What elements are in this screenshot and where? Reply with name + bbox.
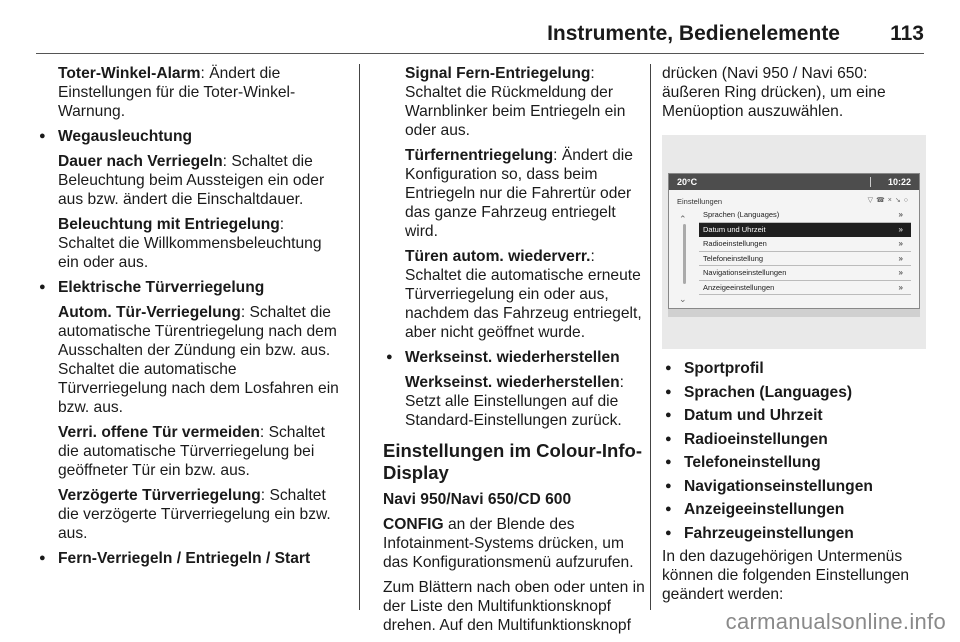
infotainment-screenshot [662,135,926,349]
section-subtitle: Navi 950/Navi 650/CD 600 [383,491,572,508]
page-number: 113 [890,22,924,45]
column-1 [36,64,344,574]
display-menu-item [699,252,911,267]
column-3 [662,64,926,610]
menu-option-item: ● Sprachen (Languages) [662,383,926,403]
display-menu-item-label: Navigationseinstellungen [703,268,787,277]
clock-readout: 10:22 [887,177,911,187]
setting-offene-tuer: Verri. offene Tür vermeiden: Schaltet die automatische Türverriegelung bei geöffneter Tür ein bzw. aus. [58,424,325,479]
setting-dauer-verriegeln: Dauer nach Verriegeln: Schaltet die Beleuchtung beim Aussteigen ein oder aus bzw. ändert die Einschaltdauer. [58,153,325,208]
page-title: Instrumente, Bedienelemente [547,22,840,45]
chevron-right-icon: » [898,210,903,219]
menu-option-item: ● Fahrzeugeinstellungen [662,524,926,544]
column-2 [383,64,645,641]
display-menu-title: Einstellungen [677,197,723,206]
display-topbar [669,174,919,190]
display-menu-list [699,208,911,295]
column-divider-2 [650,64,651,610]
scrollbar [683,224,686,284]
header-divider [36,53,924,54]
setting-beleuchtung-entriegelung: Beleuchtung mit Entriegelung: Schaltet die Willkommensbeleuchtung ein oder aus. [58,216,322,271]
bullet-fern-verriegeln: ● Fern-Verriegeln / Entriegeln / Start [36,549,344,568]
setting-werkseinstellungen: Werkseinst. wiederherstellen: Setzt alle Einstellungen auf die Standard-Einstellungen zurück. [405,374,624,429]
scroll-paragraph: Zum Blättern nach oben oder unten in der Liste den Multifunktionsknopf drehen. Auf den Multifunktionsknopf [383,579,645,634]
chevron-right-icon: » [898,253,903,263]
menu-option-item: ● Navigationseinstellungen [662,477,926,497]
display-menu-item-label: Radioeinstellungen [703,239,767,248]
menu-option-item: ● Datum und Uhrzeit [662,406,926,426]
info-icon: ○ [903,197,911,204]
setting-toter-winkel: Toter-Winkel-Alarm: Ändert die Einstellungen für die Toter-Winkel-Warnung. [58,65,296,120]
display-menu-item-label: Anzeigeeinstellungen [703,282,775,292]
display-menu-item-label: Telefoneinstellung [703,253,764,263]
config-paragraph: CONFIG an der Blende des Infotainment-Systems drücken, um das Konfigurationsmenü aufzurufen. [383,516,634,571]
display-menu-item [699,266,911,281]
section-title: Einstellungen im Colour-Info-Display [383,440,642,483]
bullet-werkseinstellungen: ● Werkseinst. wiederherstellen [383,348,645,367]
phone-icon: ☎ [876,197,888,204]
setting-verzoegerte-verriegelung: Verzögerte Türverriegelung: Schaltet die verzögerte Türverriegelung ein bzw. aus. [58,487,331,542]
display-menu-item-label: Sprachen (Languages) [703,210,780,219]
chevron-right-icon: » [898,282,903,292]
menu-options-list [662,359,926,543]
display-menu-item [699,281,911,296]
watermark: carmanualsonline.info [725,609,946,634]
setting-tueren-wiederverr: Türen autom. wiederverr.: Schaltet die automatische erneute Türverriegelung ein oder aus, nachdem das Fahrzeug entriegelt, aber nicht geöffnet wurde. [405,248,642,341]
setting-tuerfernentriegelung: Türfernentriegelung: Ändert die Konfiguration so, dass beim Entriegeln nur die Fahrertür oder das ganze Fahrzeug entriegelt wird. [405,147,633,240]
intro-paragraph: drücken (Navi 950 / Navi 650: äußeren Ring drücken), um eine Menüoption auszuwählen. [662,65,886,120]
display-menu-item-label: Datum und Uhrzeit [703,224,766,234]
temperature-readout: 20°C [677,177,698,187]
nav-icon: ↘ [894,197,904,204]
display-menu-item [699,223,911,238]
display-bezel [668,309,920,317]
scroll-down-icon: ⌄ [679,294,687,304]
menu-option-item: ● Sportprofil [662,359,926,379]
menu-option-item: ● Telefoneinstellung [662,453,926,473]
chevron-right-icon: » [898,268,903,277]
menu-option-item: ● Anzeigeeinstellungen [662,500,926,520]
scroll-up-icon: ⌃ [679,214,687,224]
setting-signal-fern: Signal Fern-Entriegelung: Schaltet die Rückmeldung der Warnblinker beim Entriegeln ein oder aus. [405,65,626,139]
display-screen [668,173,920,309]
bullet-tuerverriegelung: ● Elektrische Türverriegelung [36,278,344,297]
page-header [36,22,924,52]
chevron-right-icon: » [898,224,903,234]
chevron-right-icon: » [898,239,903,248]
bullet-wegausleuchtung: ● Wegausleuchtung [36,127,344,146]
mute-icon: × [887,197,895,204]
display-menu-item [699,237,911,252]
outro-paragraph: In den dazugehörigen Untermenüs können die folgenden Einstellungen geändert werden: [662,548,910,603]
display-menu-item [699,208,911,223]
topbar-separator [870,177,871,187]
menu-option-item: ● Radioeinstellungen [662,430,926,450]
signal-icon: ▽ [867,197,877,204]
column-divider-1 [359,64,360,610]
setting-autom-verriegelung: Autom. Tür-Verriegelung: Schaltet die automatische Türentriegelung nach dem Ausschalten der Zündung ein bzw. aus. Schaltet die automatische Türverriegelung nach dem Losfahren ein bzw. aus. [58,304,339,416]
